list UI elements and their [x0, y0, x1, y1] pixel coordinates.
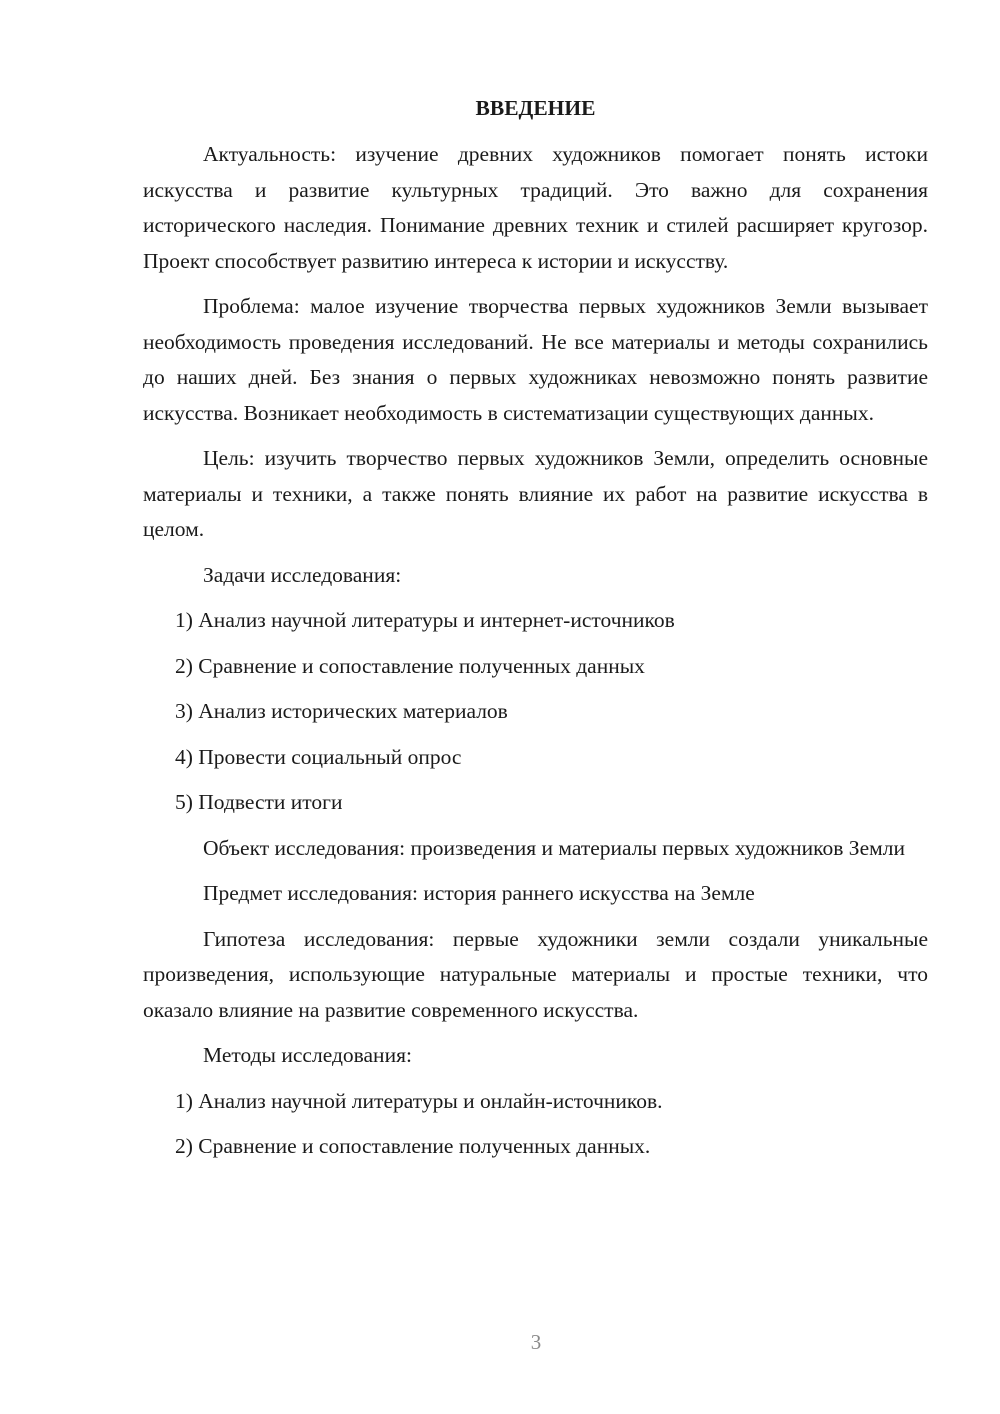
object-paragraph: Объект исследования: произведения и материалы первых художников Земли	[203, 835, 905, 860]
relevance-paragraph: Актуальность: изучение древних художников помогает понять истоки искусства и развитие культурных традиций. Это важно для сохранения исторического наследия. Понимание древних техник и стилей расширяет кругозор. Проект способствует развитию интереса к истории и искусству.	[143, 142, 928, 273]
task-item: 4) Провести социальный опрос	[175, 744, 462, 769]
subject-paragraph: Предмет исследования: история раннего искусства на Земле	[203, 881, 755, 905]
task-item: 2) Сравнение и сопоставление полученных данных	[175, 653, 645, 678]
task-item: 5) Подвести итоги	[175, 790, 343, 814]
method-item: 2) Сравнение и сопоставление полученных данных.	[175, 1134, 651, 1158]
document-title: ВВЕДЕНИЕ	[475, 96, 596, 120]
tasks-list	[143, 603, 928, 821]
task-item: 3) Анализ исторических материалов	[175, 699, 508, 723]
tasks-heading: Задачи исследования:	[203, 562, 402, 587]
methods-heading: Методы исследования:	[203, 1043, 412, 1067]
problem-paragraph: Проблема: малое изучение творчества первых художников Земли вызывает необходимость проведения исследований. Не все материалы и методы сохранились до наших дней. Без знания о первых художниках невозможно понять развитие искусства. Возникает необходимость в систематизации существующих данных.	[143, 294, 928, 425]
method-item: 1) Анализ научной литературы и онлайн-источников.	[175, 1088, 663, 1113]
hypothesis-paragraph: Гипотеза исследования: первые художники земли создали уникальные произведения, использующие натуральные материалы и простые техники, что оказало влияние на развитие современного искусства.	[143, 926, 928, 1022]
task-item: 1) Анализ научной литературы и интернет-источников	[175, 608, 675, 632]
methods-list	[143, 1084, 928, 1165]
page-number: 3	[530, 1330, 542, 1354]
document-page	[143, 88, 928, 1175]
goal-paragraph: Цель: изучить творчество первых художников Земли, определить основные материалы и техники, а также понять влияние их работ на развитие искусства в целом.	[143, 446, 928, 541]
